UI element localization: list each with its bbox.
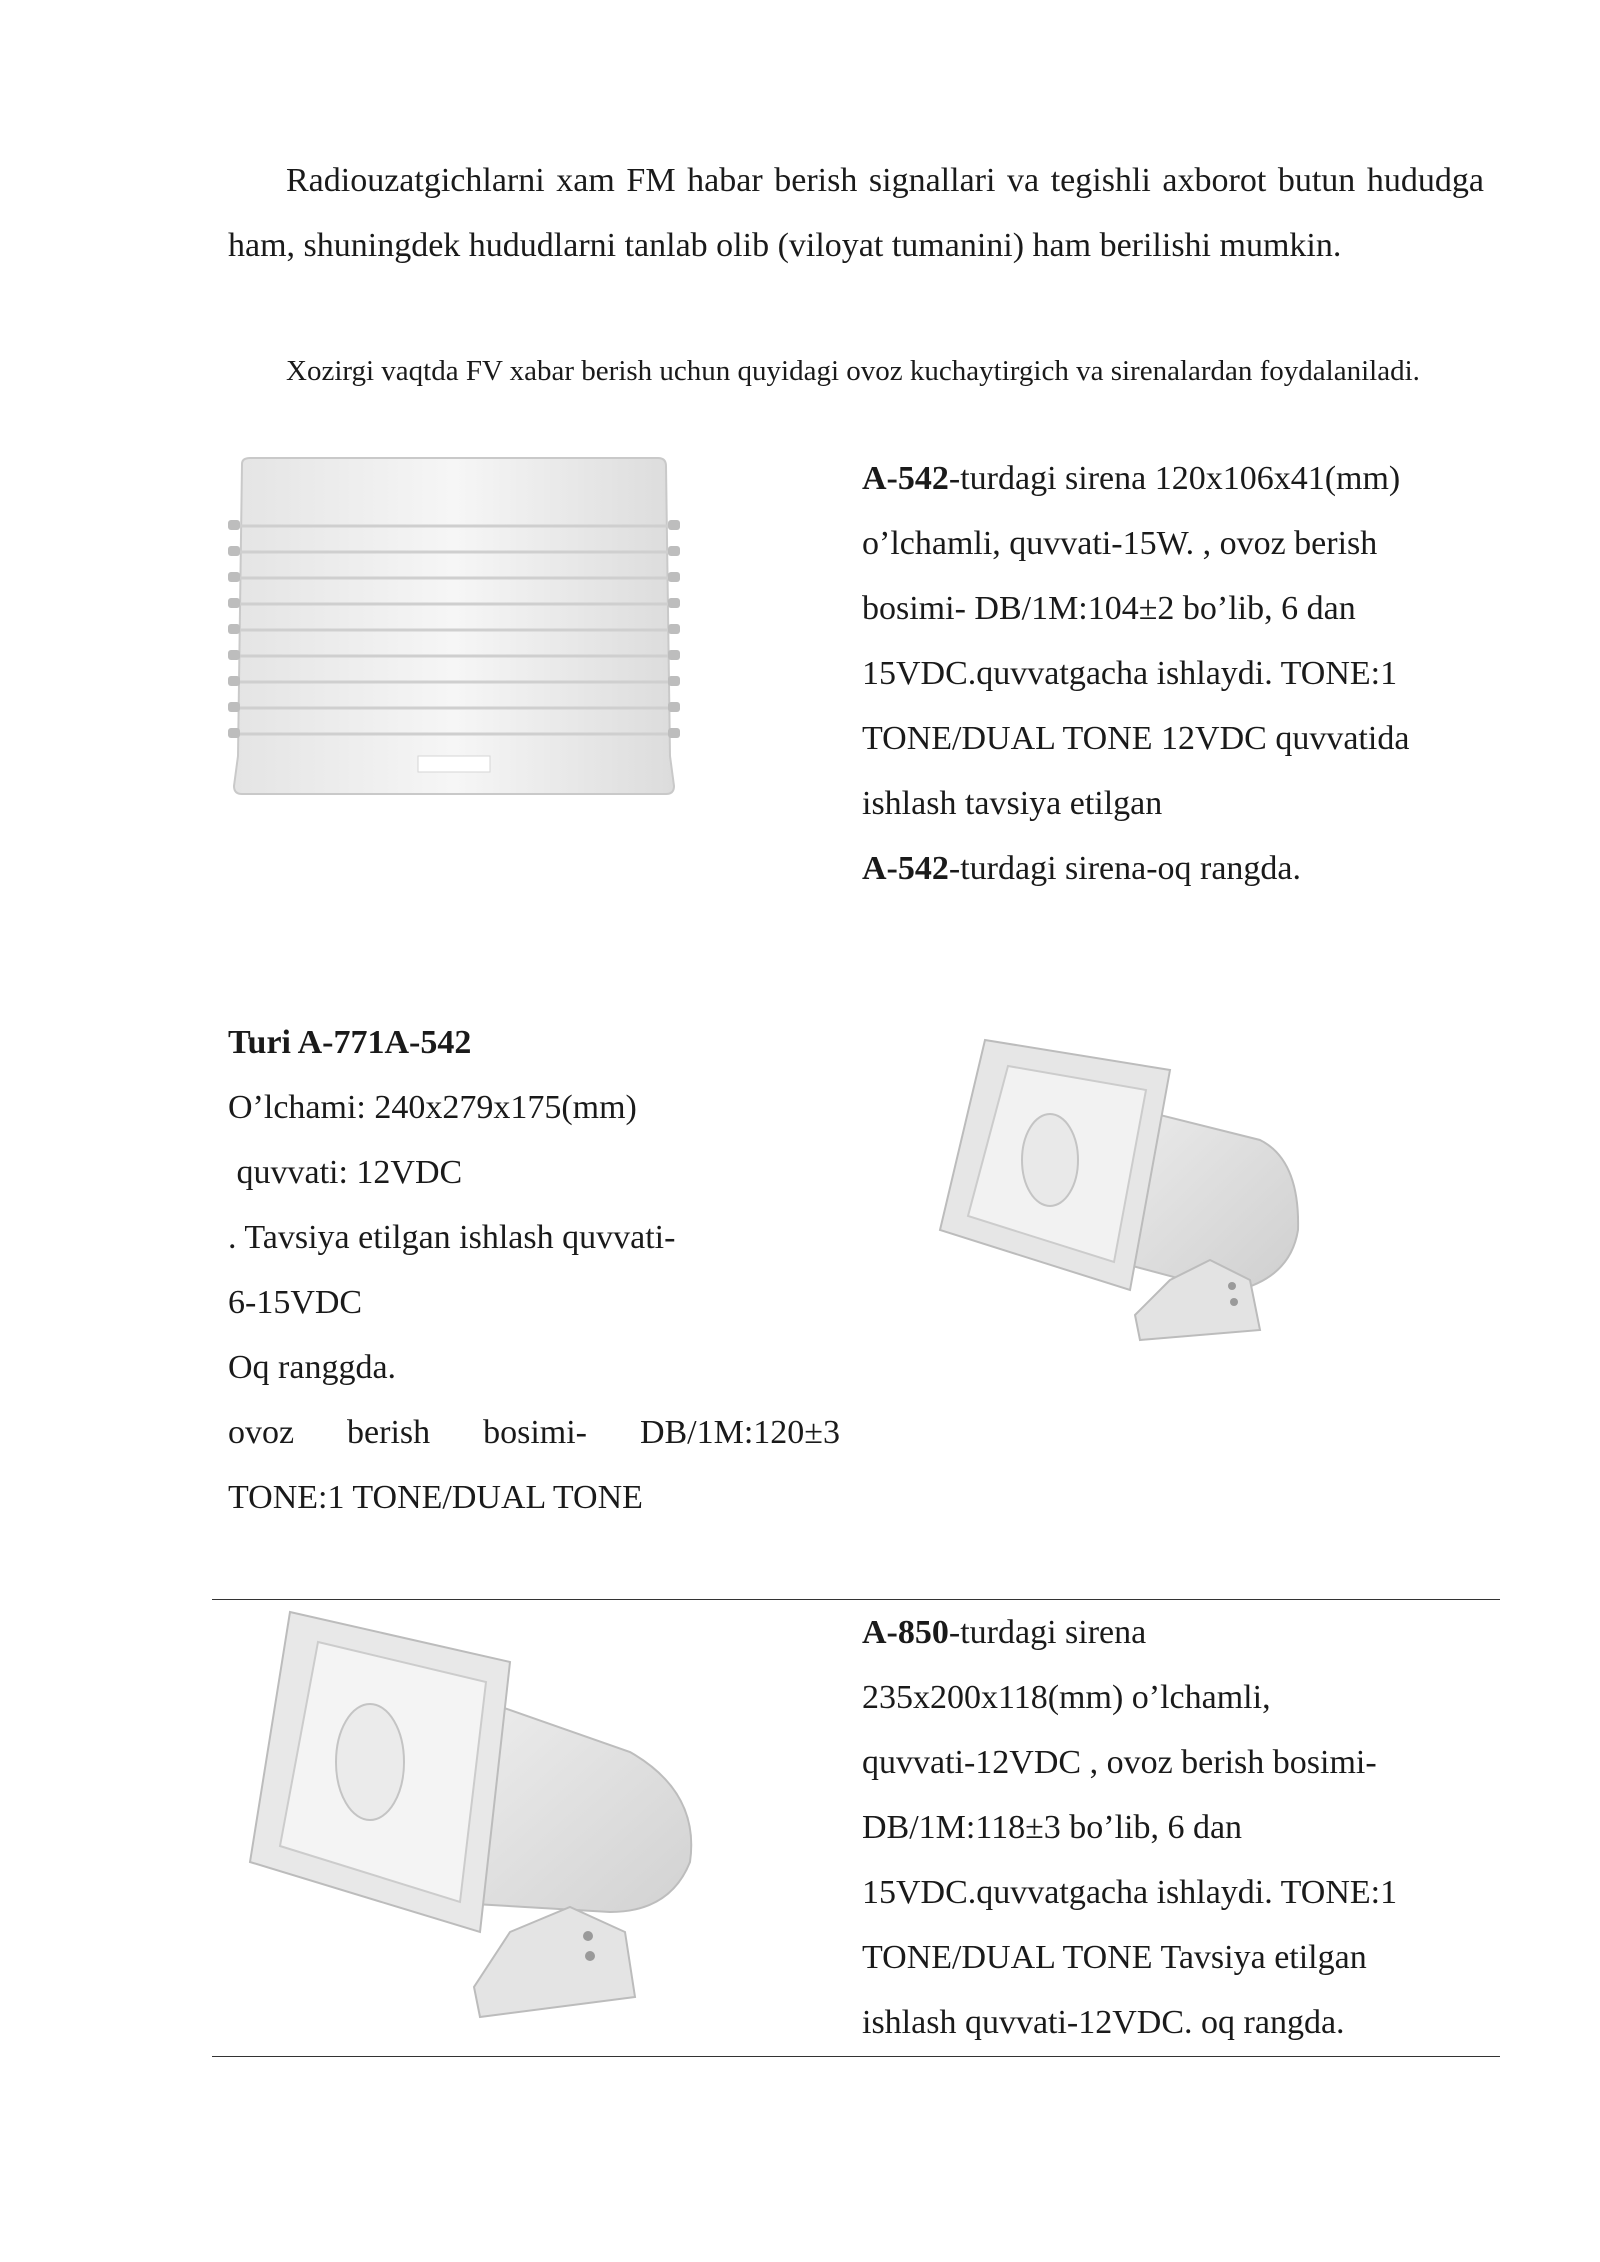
intro-paragraph-2: Xozirgi vaqtda FV xabar berish uchun quyidagi ovoz kuchaytirgich va sirenalardan foydalaniladi. xyxy=(286,355,1420,387)
siren-a850-model: A-850 xyxy=(862,1614,949,1651)
siren-a542-model-2: A-542 xyxy=(862,850,949,887)
siren-a771-specs: Turi A-771A-542 O’lchami: 240x279x175(mm) quvvati: 12VDC . Tavsiya etilgan ishlash quvvati- 6-15VDC Oq ranggda. ovoz berish bosimi- DB/1M:120±3 TONE:1 TONE/DUAL TONE xyxy=(228,1024,840,1516)
siren-a771-pressure-line: ovoz berish bosimi- DB/1M:120±3 xyxy=(228,1414,840,1451)
siren-a542-model: A-542 xyxy=(862,460,949,497)
siren-a771-image xyxy=(930,1030,1350,1360)
siren-a771-title: Turi A-771A-542 xyxy=(228,1024,472,1061)
siren-a542-image xyxy=(228,456,680,806)
intro-paragraph-1: Radiouzatgichlarni xam FM habar berish signallari va tegishli axborot butun hududga ham, shuningdek hududlarni tanlab olib (viloyat tumanini) ham berilishi mumkin. xyxy=(228,162,1484,264)
siren-a542-specs: A-542-turdagi sirena 120x106x41(mm) o’lchamli, quvvati-15W. , ovoz berish bosimi- DB/1M:104±2 bo’lib, 6 dan 15VDC.quvvatgacha ishlaydi. TONE:1 TONE/DUAL TONE 12VDC quvvatida ishlash tavsiya etilgan A-542-turdagi sirena-oq rangda. xyxy=(862,460,1410,887)
siren-a850-specs: A-850-turdagi sirena 235x200x118(mm) o’lchamli, quvvati-12VDC , ovoz berish bosimi- DB/1M:118±3 bo’lib, 6 dan 15VDC.quvvatgacha ishlaydi. TONE:1 TONE/DUAL TONE Tavsiya etilgan ishlash quvvati-12VDC. oq rangda. xyxy=(862,1614,1398,2041)
divider-bottom xyxy=(212,2056,1500,2057)
siren-a850-image xyxy=(230,1602,720,2032)
